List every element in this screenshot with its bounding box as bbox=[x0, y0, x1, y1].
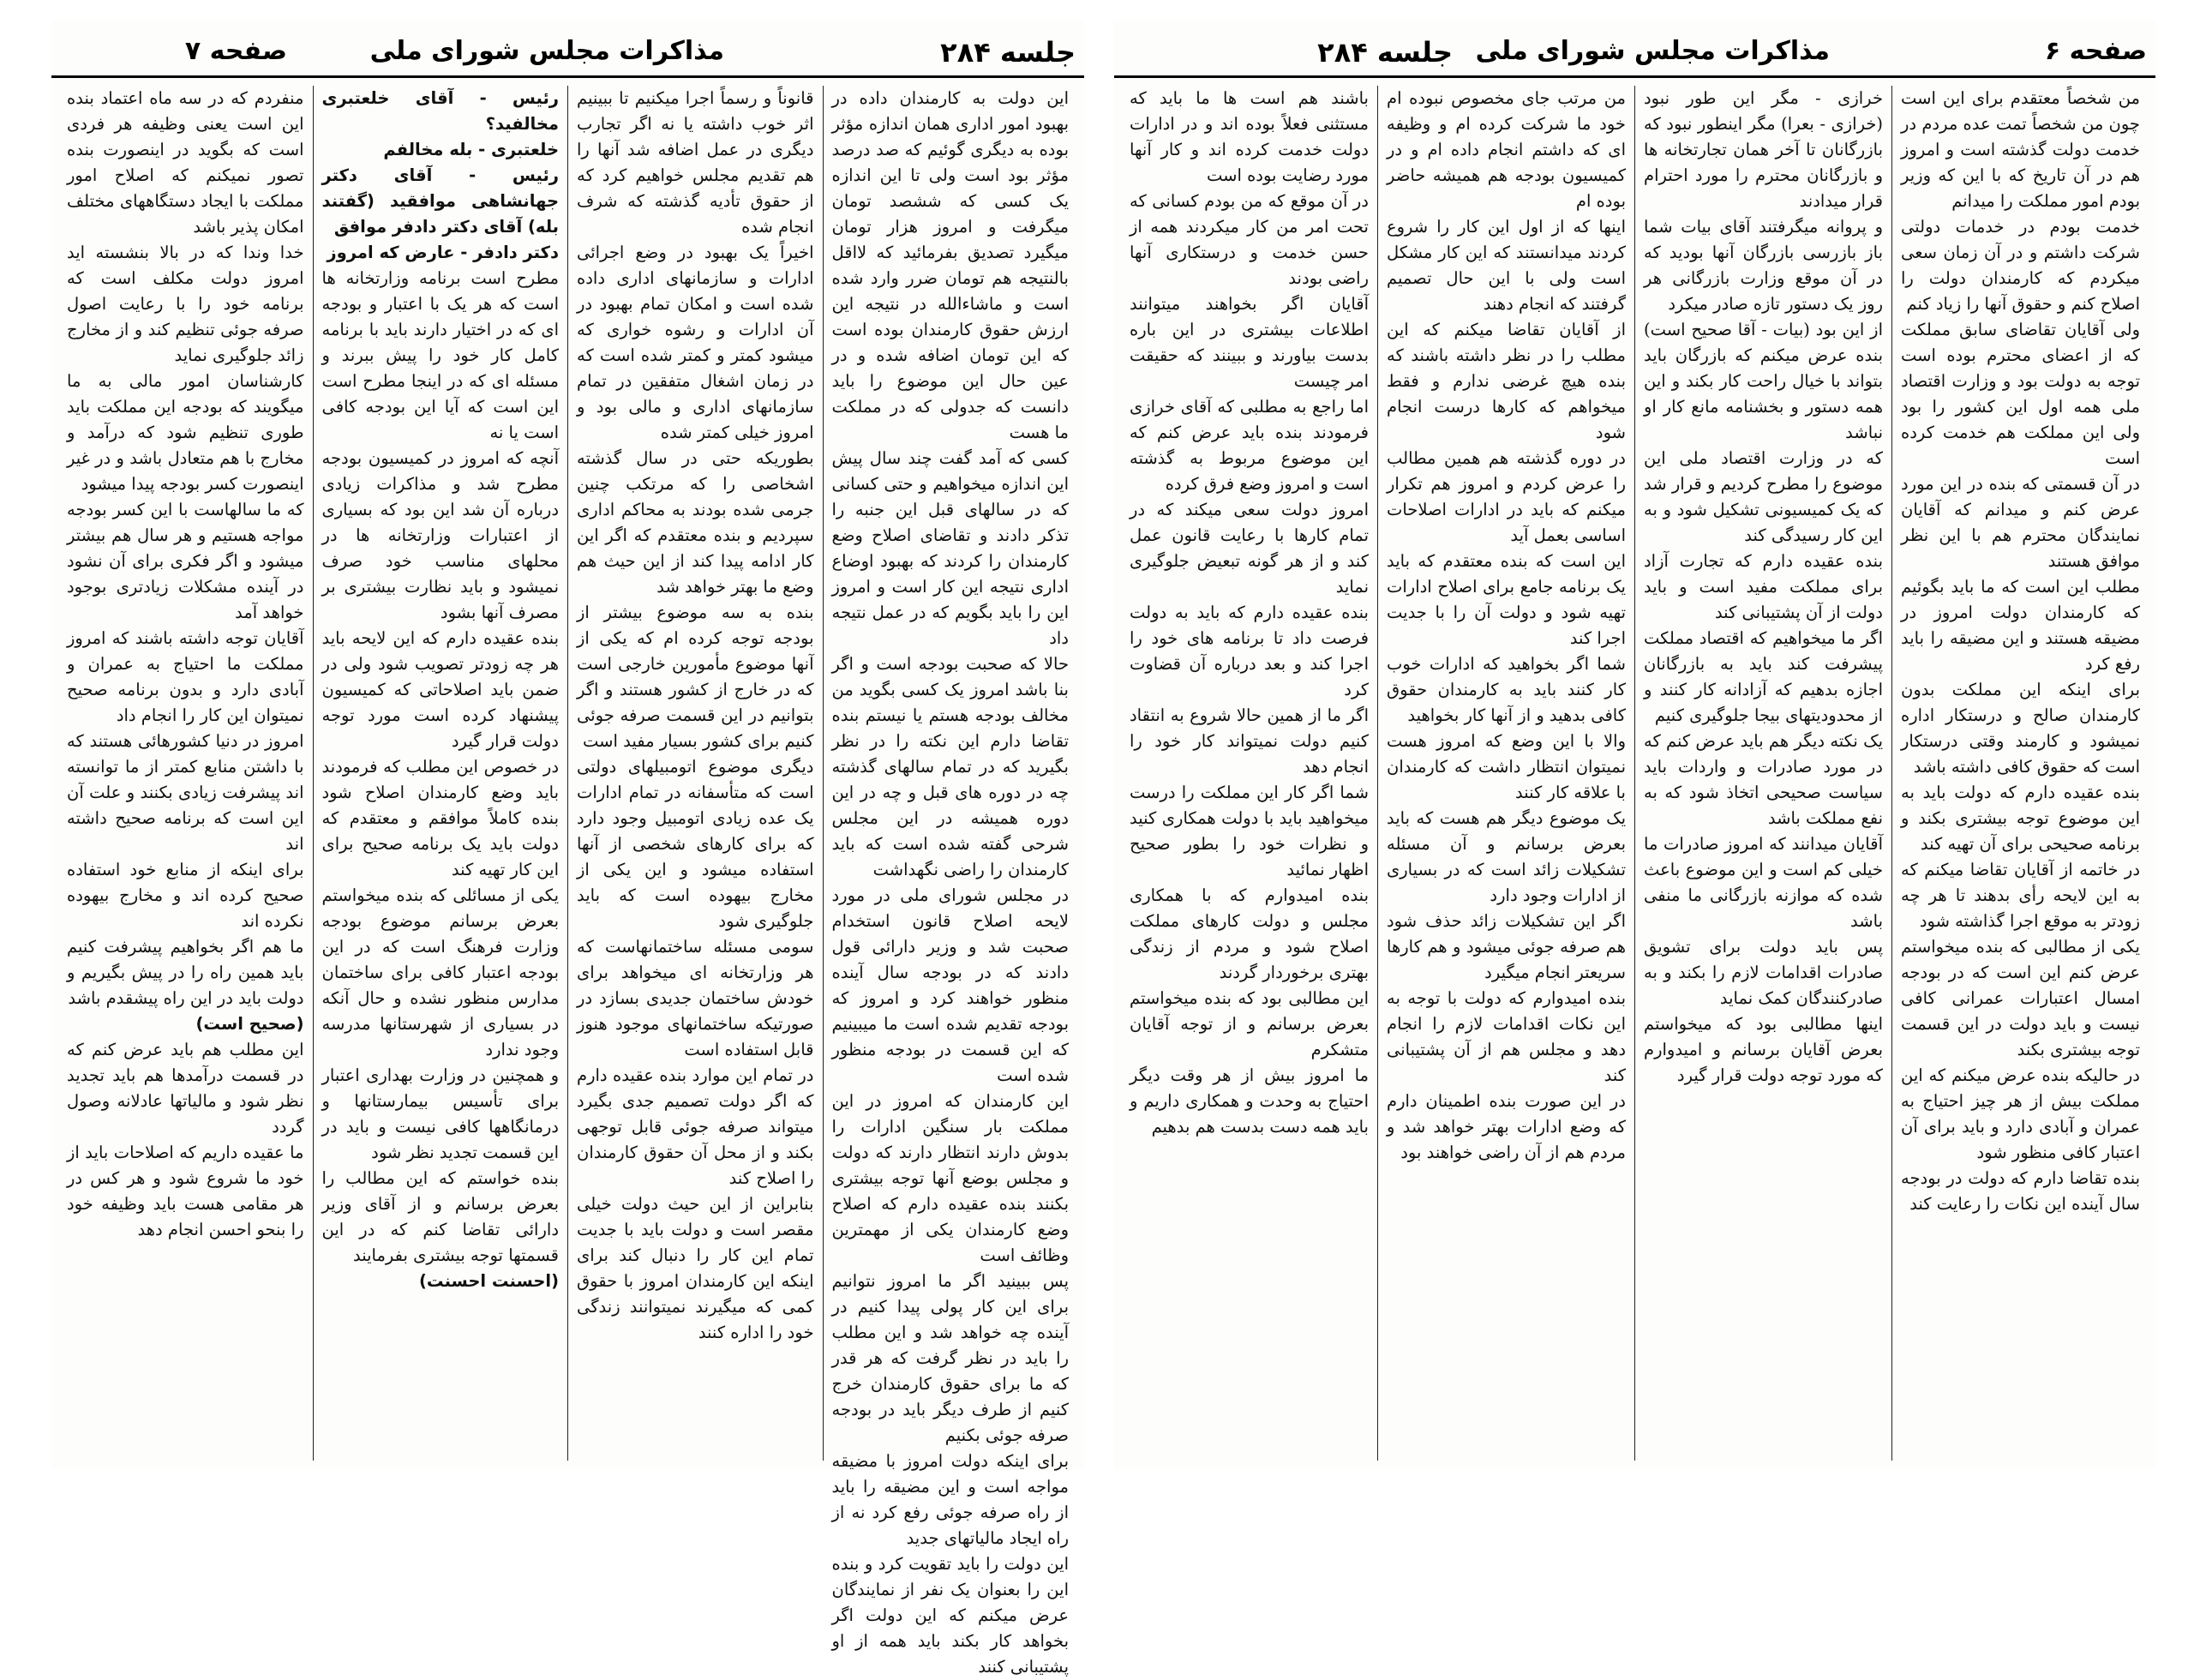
text-column bbox=[1634, 86, 1891, 1461]
header-rule bbox=[1114, 75, 2155, 78]
text-paragraph: مطرح است برنامه وزارتخانه ها است که هر یک با اعتبار و بودجه ای که در اختیار دارند باید با برنامه کامل کار خود را پیش ببرند و مسئله ای که در اینجا مطرح است این است که آیا این بودجه کافی است یا نه bbox=[321, 268, 559, 442]
text-paragraph: خدا وندا که در بالا بنشسته اید امروز دولت مکلف است که برنامه خود را با رعایت اصول صرفه جوئی تنظیم کند و از مخارج زائد جلوگیری نماید bbox=[67, 243, 304, 365]
text-paragraph: بنده عقیده دارم که این لایحه باید هر چه زودتر تصویب شود ولی در ضمن باید اصلاحاتی که کمیسیون پیشنهاد کرده است مورد توجه دولت قرار گیرد bbox=[321, 628, 559, 751]
text-paragraph: امروز دولت سعی میکند که در تمام کارها با رعایت قانون عمل کند و از هر گونه تبعیض جلوگیری نماید bbox=[1130, 500, 1369, 597]
text-paragraph: دکتر دادفر - عارض که امروز bbox=[327, 243, 559, 262]
text-paragraph: رئیس - آقای خلعتبری مخالفید؟ bbox=[321, 88, 559, 134]
text-paragraph: آقایان اگر بخواهند میتوانند اطلاعات بیشتری در این باره بدست بیاورند و ببینند که حقیقت امر چیست bbox=[1130, 294, 1369, 391]
text-paragraph: اگر ما از همین حالا شروع به انتقاد کنیم دولت نمیتواند کار خود را انجام دهد bbox=[1130, 705, 1369, 777]
text-paragraph: اما راجع به مطلبی که آقای خرازی فرمودند بنده باید عرض کنم که این موضوع مربوط به گذشته است و امروز وضع فرق کرده bbox=[1130, 397, 1369, 494]
text-paragraph: در خاتمه از آقایان تقاضا میکنم که به این لایحه رأی بدهند تا هر چه زودتر به موقع اجرا گذاشته شود bbox=[1901, 860, 2140, 931]
header-rule bbox=[51, 75, 1084, 78]
page-header bbox=[51, 31, 1084, 82]
text-paragraph: خدمت بودم در خدمات دولتی شرکت داشتم و در آن زمان سعی میکردم که کارمندان دولت را اصلاح کنم و حقوق آنها را زیاد کنم bbox=[1901, 217, 2140, 314]
text-paragraph: آقایان میدانند که امروز صادرات ما خیلی کم است و این موضوع باعث شده که موازنه بازرگانی ما منفی باشد bbox=[1644, 834, 1883, 931]
text-paragraph: از آقایان تقاضا میکنم که این مطلب را در نظر داشته باشند که بنده هیچ غرضی ندارم و فقط میخواهم که کارها درست انجام شود bbox=[1387, 320, 1626, 442]
text-paragraph: من مرتب جای مخصوص نبوده ام خود ما شرکت کرده ام و وظیفه ای که داشتم انجام داده ام و در کمیسیون بودجه هم همیشه حاضر بوده ام bbox=[1387, 88, 1626, 211]
text-paragraph: من شخصاً معتقدم برای این است چون من شخصاً تمت عده مردم در خدمت دولت گذشته است و امروز هم در آن تاریخ که با این که وزیر بودم امور مملکت را میدانم bbox=[1901, 88, 2140, 211]
text-paragraph: اگر ما میخواهیم که اقتصاد مملکت پیشرفت کند باید به بازرگانان اجازه بدهیم که آزادانه کار کنند و از محدودیتهای بیجا جلوگیری کنیم bbox=[1644, 628, 1883, 725]
text-paragraph: اخیراً یک بهبود در وضع اجرائی ادارات و سازمانهای اداری داده شده است و امکان تمام بهبود در آن ادارات و رشوه خواری که میشود کمتر و کمتر شده است که در زمان اشغال متفقین در تمام سازمانهای اداری و مالی بود و امروز خیلی کمتر شده bbox=[577, 243, 814, 442]
text-paragraph: در حالیکه بنده عرض میکنم که این مملکت بیش از هر چیز احتیاج به عمران و آبادی دارد و باید برای آن اعتبار کافی منظور شود bbox=[1901, 1065, 2140, 1162]
text-paragraph: امروز در دنیا کشورهائی هستند که با داشتن منابع کمتر از ما توانسته اند پیشرفت زیادی بکنند و علت آن این است که برنامه صحیح داشته اند bbox=[67, 731, 304, 854]
text-paragraph: اینها که از اول این کار را شروع کردند میدانستند که این کار مشکل است ولی با این حال تصمیم گرفتند که انجام دهند bbox=[1387, 217, 1626, 314]
text-paragraph: خرازی - مگر این طور نبود (خرازی - بعرا) مگر اینطور نبود که بازرگانان تا آخر همان تجارتخانه ها و بازرگانان محترم را مورد احترام قرار میدادند bbox=[1644, 88, 1883, 211]
session-number: جلسه ۲۸۴ bbox=[940, 36, 1076, 69]
text-paragraph: از این بود (بیات - آقا صحیح است) بنده عرض میکنم که بازرگان باید بتواند با خیال راحت کار بکند و این همه دستور و بخشنامه مانع کار او نباشد bbox=[1644, 320, 1883, 442]
text-paragraph: و پروانه میگرفتند آقای بیات شما باز بازرسی بازرگان آنها بودید که در آن موقع وزارت بازرگانی هر روز یک دستور تازه صادر میکرد bbox=[1644, 217, 1883, 314]
text-paragraph: در این صورت بنده اطمینان دارم که وضع ادارات بهتر خواهد شد و مردم هم از آن راضی خواهند بود bbox=[1387, 1091, 1626, 1162]
text-paragraph: برای اینکه دولت امروز با مضیقه مواجه است و این مضیقه را باید از راه صرفه جوئی رفع کرد نه از راه ایجاد مالیاتهای جدید bbox=[831, 1451, 1069, 1548]
text-paragraph: قانوناً و رسماً اجرا میکنیم تا ببینیم اثر خوب داشته یا نه اگر تجارب دیگری در عمل اضافه شد آنها را هم تقدیم مجلس خواهیم کرد که از حقوق تأدیه گذشته که شرف انجام شده bbox=[577, 88, 814, 237]
text-paragraph: شما اگر بخواهید که ادارات خوب کار کنند باید به کارمندان حقوق کافی بدهید و از آنها کار بخواهید bbox=[1387, 654, 1626, 725]
text-paragraph: یک نکته دیگر هم باید عرض کنم که در مورد صادرات و واردات باید سیاست صحیحی اتخاذ شود که به نفع مملکت باشد bbox=[1644, 731, 1883, 828]
page-number: صفحه ۷ bbox=[184, 36, 287, 66]
text-paragraph: اینها مطالبی بود که میخواستم بعرض آقایان برسانم و امیدوارم که مورد توجه دولت قرار گیرد bbox=[1644, 1014, 1883, 1085]
text-paragraph: در تمام این موارد بنده عقیده دارم که اگر دولت تصمیم جدی بگیرد میتواند صرفه جوئی قابل توجهی بکند و از محل آن حقوق کارمندان را اصلاح کند bbox=[577, 1065, 814, 1188]
text-paragraph: در دوره گذشته هم همین مطالب را عرض کردم و امروز هم تکرار میکنم که باید در ادارات اصلاحات اساسی بعمل آید bbox=[1387, 448, 1626, 545]
text-paragraph: که در وزارت اقتصاد ملی این موضوع را مطرح کردیم و قرار شد که یک کمیسیونی تشکیل شود و به این کار رسیدگی کند bbox=[1644, 448, 1883, 545]
left-page bbox=[51, 21, 1084, 1677]
text-paragraph: یک موضوع دیگر هم هست که باید بعرض برسانم و آن مسئله تشکیلات زائد است که در بسیاری از ادارات وجود دارد bbox=[1387, 808, 1626, 905]
right-page bbox=[1114, 21, 2155, 1469]
text-paragraph: ما هم اگر بخواهیم پیشرفت کنیم باید همین راه را در پیش بگیریم و دولت باید در این راه پیشقدم باشد bbox=[67, 937, 304, 1008]
page-number: صفحه ۶ bbox=[2044, 36, 2147, 66]
page-title: مذاکرات مجلس شورای ملی bbox=[369, 36, 724, 66]
text-paragraph: ولی آقایان تقاضای سابق مملکت که از اعضای محترم بوده است توجه به دولت بود و وزارت اقتصاد ملی همه اول این کشور را بود ولی این مملکت هم خدمت کرده است bbox=[1901, 320, 2140, 468]
text-paragraph: سومی مسئله ساختمانهاست که هر وزارتخانه ای میخواهد برای خودش ساختمان جدیدی بسازد در صورتیکه ساختمانهای موجود هنوز قابل استفاده است bbox=[577, 937, 814, 1059]
text-paragraph: بنده خواستم که این مطالب را بعرض برسانم و از آقای وزیر دارائی تقاضا کنم که در این قسمتها توجه بیشتری بفرمایند bbox=[321, 1168, 559, 1265]
text-paragraph: بنده عقیده دارم که باید به دولت فرصت داد تا برنامه های خود را اجرا کند و بعد درباره آن قضاوت کرد bbox=[1130, 603, 1369, 699]
text-paragraph: در خصوص این مطلب که فرمودند باید وضع کارمندان اصلاح شود بنده کاملاً موافقم و معتقدم که دولت باید یک برنامه صحیح برای این کار تهیه کند bbox=[321, 757, 559, 879]
text-paragraph: بنده عقیده دارم که تجارت آزاد برای مملکت مفید است و باید دولت از آن پشتیبانی کند bbox=[1644, 551, 1883, 622]
text-paragraph: یکی از مطالبی که بنده میخواستم عرض کنم این است که در بودجه امسال اعتبارات عمرانی کافی نیست و باید دولت در این قسمت توجه بیشتری بکند bbox=[1901, 937, 2140, 1059]
text-paragraph: یکی از مسائلی که بنده میخواستم بعرض برسانم موضوع بودجه وزارت فرهنگ است که در این بودجه اعتبار کافی برای ساختمان مدارس منظور نشده و حال آنکه در بسیاری از شهرستانها مدرسه وجود ندارد bbox=[321, 885, 559, 1059]
text-column bbox=[1891, 86, 2149, 1461]
text-paragraph: ما امروز بیش از هر وقت دیگر احتیاج به وحدت و همکاری داریم و باید همه دست بدست هم بدهیم bbox=[1130, 1065, 1369, 1137]
text-paragraph: بطوریکه حتی در سال گذشته اشخاصی را که مرتکب چنین جرمی شده بودند به محاکم اداری سپردیم و بنده معتقدم که اگر این کار ادامه پیدا کند از این حیث هم وضع ما بهتر خواهد شد bbox=[577, 448, 814, 597]
text-paragraph: ما عقیده داریم که اصلاحات باید از خود ما شروع شود و هر کس در هر مقامی هست باید وظیفه خود را بنحو احسن انجام دهد bbox=[67, 1143, 304, 1239]
text-paragraph: اگر این تشکیلات زائد حذف شود هم صرفه جوئی میشود و هم کارها سریعتر انجام میگیرد bbox=[1387, 911, 1626, 982]
text-paragraph: منفردم که در سه ماه اعتماد بنده این است یعنی وظیفه هر فردی است که بگوید در اینصورت بنده تصور نمیکنم که اصلاح امور مملکت با ایجاد دستگاههای مختلف امکان پذیر باشد bbox=[67, 88, 304, 237]
page-title: مذاکرات مجلس شورای ملی bbox=[1475, 36, 1830, 66]
text-paragraph: آقایان توجه داشته باشند که امروز مملکت ما احتیاج به عمران و آبادی دارد و بدون برنامه صحیح نمیتوان این کار را انجام داد bbox=[67, 628, 304, 725]
text-paragraph: در آن موقع که من بودم کسانی که تحت امر من کار میکردند همه از حسن خدمت و درستکاری آنها راضی بودند bbox=[1130, 191, 1369, 288]
text-paragraph: شما اگر کار این مملکت را درست میخواهید باید با دولت همکاری کنید و نظرات خود را بطور صحیح اظهار نمائید bbox=[1130, 783, 1369, 879]
text-paragraph: کسی که آمد گفت چند سال پیش این اندازه میخواهیم و حتی کسانی که در سالهای قبل این جنبه را تذکر دادند و تقاضای اصلاح وضع کارمندان را کردند که بهبود اوضاع اداری نتیجه این کار است و امروز این را باید بگویم که در عمل نتیجه داد bbox=[831, 448, 1069, 648]
text-paragraph: مطلب این است که ما باید بگوئیم که کارمندان دولت امروز در مضیقه هستند و این مضیقه را باید رفع کرد bbox=[1901, 577, 2140, 674]
text-paragraph: آنچه که امروز در کمیسیون بودجه مطرح شد و مذاکرات زیادی درباره آن شد این بود که بسیاری از اعتبارات وزارتخانه ها در محلهای مناسب خود صرف نمیشود و باید نظارت بیشتری بر مصرف آنها بشود bbox=[321, 448, 559, 622]
text-paragraph: (احسنت احسنت) bbox=[419, 1271, 559, 1291]
session-number: جلسه ۲۸۴ bbox=[1317, 36, 1453, 69]
text-paragraph: این مطالبی بود که بنده میخواستم بعرض برسانم و از توجه آقایان متشکرم bbox=[1130, 988, 1369, 1059]
text-paragraph: این دولت را باید تقویت کرد و بنده این را بعنوان یک نفر از نمایندگان عرض میکنم که این دولت اگر بخواهد کار بکند باید همه از او پشتیبانی کنند bbox=[831, 1554, 1069, 1677]
text-paragraph: در آن قسمتی که بنده در این مورد عرض کنم و میدانم که آقایان نمایندگان محترم هم با این نظر موافق هستند bbox=[1901, 474, 2140, 571]
text-paragraph: باشند هم است ها ما باید که مستثنی فعلاً بوده اند و در ادارات دولت خدمت کرده اند و کار آنها مورد رضایت بوده است bbox=[1130, 88, 1369, 185]
text-columns bbox=[58, 86, 1077, 1677]
text-paragraph: بنده تقاضا دارم که دولت در بودجه سال آینده این نکات را رعایت کند bbox=[1901, 1168, 2140, 1214]
text-paragraph: بنده امیدوارم که با همکاری مجلس و دولت کارهای مملکت اصلاح شود و مردم از زندگی بهتری برخوردار گردند bbox=[1130, 885, 1369, 982]
text-paragraph: پس باید دولت برای تشویق صادرات اقدامات لازم را بکند و به صادرکنندگان کمک نماید bbox=[1644, 937, 1883, 1008]
text-paragraph: بنده به سه موضوع بیشتر از بودجه توجه کرده ام که یکی از آنها موضوع مأمورین خارجی است که در خارج از کشور هستند و اگر بتوانیم در این قسمت صرفه جوئی کنیم برای کشور بسیار مفید است bbox=[577, 603, 814, 751]
text-paragraph: خلعتبری - بله مخالفم bbox=[383, 140, 559, 159]
text-paragraph: که ما سالهاست با این کسر بودجه مواجه هستیم و هر سال هم بیشتر میشود و اگر فکری برای آن نشود در آینده مشکلات زیادتری بوجود خواهد آمد bbox=[67, 500, 304, 622]
text-columns bbox=[1121, 86, 2149, 1461]
text-column bbox=[1121, 86, 1377, 1461]
text-paragraph: رئیس - آقای دکتر جهانشاهی موافقید (گفتند بله) آقای دکتر دادفر موافق bbox=[321, 165, 559, 237]
text-paragraph: و همچنین در وزارت بهداری اعتبار برای تأسیس بیمارستانها و درمانگاهها کافی نیست و باید در این قسمت تجدید نظر شود bbox=[321, 1065, 559, 1162]
text-paragraph: برای اینکه این مملکت بدون کارمندان صالح و درستکار اداره نمیشود و کارمند وقتی درستکار است که حقوق کافی داشته باشد bbox=[1901, 680, 2140, 777]
text-column bbox=[823, 86, 1078, 1677]
page-header bbox=[1114, 31, 2155, 82]
text-paragraph: حالا که صحبت بودجه است و اگر بنا باشد امروز یک کسی بگوید من مخالف بودجه هستم یا نیستم بنده تقاضا دارم این نکته را در نظر بگیرید که در تمام سالهای گذشته چه در دوره های قبل و چه در این دوره همیشه در این مجلس شرحی گفته شده است که باید کارمندان را راضی نگهداشت bbox=[831, 654, 1069, 879]
text-column bbox=[567, 86, 823, 1461]
text-paragraph: (صحیح است) bbox=[195, 1014, 304, 1034]
text-column bbox=[58, 86, 313, 1461]
text-paragraph: کارشناسان امور مالی به ما میگویند که بودجه این مملکت باید طوری تنظیم شود که درآمد و مخارج با هم متعادل باشد و در غیر اینصورت کسر بودجه پیدا میشود bbox=[67, 371, 304, 494]
text-column bbox=[313, 86, 568, 1461]
text-paragraph: این است که بنده معتقدم که باید یک برنامه جامع برای اصلاح ادارات تهیه شود و دولت آن را با جدیت اجرا کند bbox=[1387, 551, 1626, 648]
text-paragraph: بنده عقیده دارم که دولت باید به این موضوع توجه بیشتری بکند و برنامه صحیحی برای آن تهیه کند bbox=[1901, 783, 2140, 854]
text-paragraph: در مجلس شورای ملی در مورد لایحه اصلاح قانون استخدام صحبت شد و وزیر دارائی قول دادند که در بودجه سال آینده منظور خواهند کرد و امروز که بودجه تقدیم شده است ما میبینیم که این قسمت در بودجه منظور شده است bbox=[831, 885, 1069, 1085]
text-paragraph: بنابراین از این حیث دولت خیلی مقصر است و دولت باید با جدیت تمام این کار را دنبال کند برای اینکه این کارمندان امروز با حقوق کمی که میگیرند نمیتوانند زندگی خود را اداره کنند bbox=[577, 1194, 814, 1342]
text-paragraph: این مطلب هم باید عرض کنم که در قسمت درآمدها هم باید تجدید نظر شود و مالیاتها عادلانه وصول گردد bbox=[67, 1040, 304, 1137]
text-paragraph: دیگری موضوع اتومبیلهای دولتی است که متأسفانه در تمام ادارات یک عده زیادی اتومبیل وجود دارد که برای کارهای شخصی از آنها استفاده میشود و این یکی از مخارج بیهوده است که باید جلوگیری شود bbox=[577, 757, 814, 931]
text-paragraph: والا با این وضع که امروز هست نمیتوان انتظار داشت که کارمندان با علاقه کار کنند bbox=[1387, 731, 1626, 802]
text-paragraph: این دولت به کارمندان داده در بهبود امور اداری همان اندازه مؤثر بوده به دیگری گوئیم که صد درصد مؤثر بود است ولی تا این اندازه یک کسی که ششصد تومان میگرفت و امروز هزار تومان میگیرد تصدیق بفرمائید که لااقل بالنتیجه هم تومان ضرر وارد شده است و ماشاءالله در نتیجه این ارزش حقوق کارمندان بوده است که این تومان اضافه شده و در عین حال این موضوع را باید دانست که جدولی که در مملکت ما هست bbox=[831, 88, 1069, 442]
text-paragraph: پس ببینید اگر ما امروز نتوانیم برای این کار پولی پیدا کنیم در آینده چه خواهد شد و این مطلب را باید در نظر گرفت که هر قدر که ما برای حقوق کارمندان خرج کنیم از طرف دیگر باید در بودجه صرفه جوئی بکنیم bbox=[831, 1271, 1069, 1445]
text-paragraph: این کارمندان که امروز در این مملکت بار سنگین ادارات را بدوش دارند انتظار دارند که دولت و مجلس بوضع آنها توجه بیشتری بکنند بنده عقیده دارم که اصلاح وضع کارمندان یکی از مهمترین وظائف است bbox=[831, 1091, 1069, 1265]
text-paragraph: برای اینکه از منابع خود استفاده صحیح کرده اند و مخارج بیهوده نکرده اند bbox=[67, 860, 304, 931]
text-column bbox=[1377, 86, 1634, 1461]
text-paragraph: بنده امیدوارم که دولت با توجه به این نکات اقدامات لازم را انجام دهد و مجلس هم از آن پشتیبانی کند bbox=[1387, 988, 1626, 1085]
